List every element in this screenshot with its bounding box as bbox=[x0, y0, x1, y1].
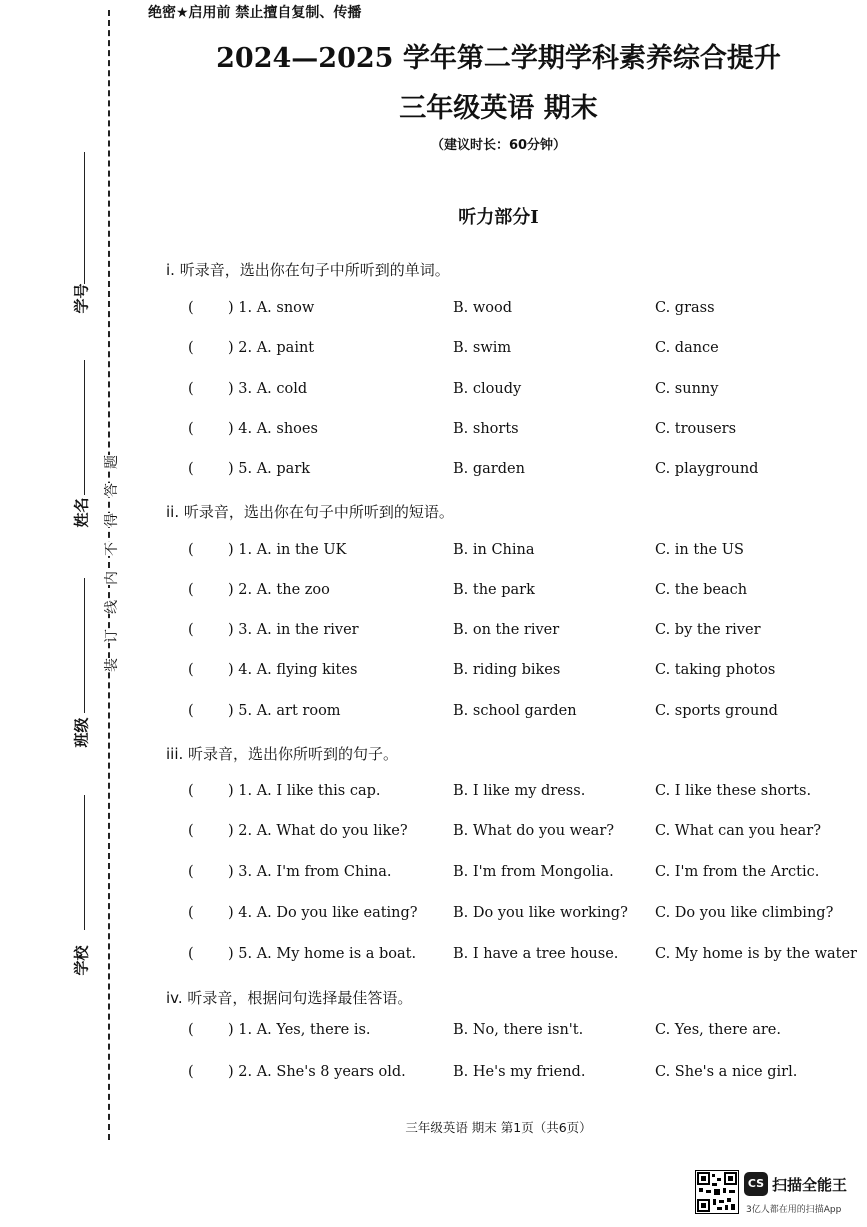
answer-paren[interactable]: ( bbox=[188, 946, 194, 962]
option-c: C. grass bbox=[655, 300, 715, 316]
question-row bbox=[188, 582, 838, 604]
option-b: B. Do you like working? bbox=[453, 905, 628, 921]
label-school: 学校 bbox=[72, 945, 91, 976]
option-a: ) 1. A. I like this cap. bbox=[228, 783, 381, 799]
option-a: ) 5. A. My home is a boat. bbox=[228, 946, 417, 962]
option-a: ) 4. A. flying kites bbox=[228, 662, 358, 678]
option-c: C. by the river bbox=[655, 622, 761, 638]
question-row bbox=[188, 946, 857, 968]
question-row bbox=[188, 461, 838, 483]
option-b: B. I like my dress. bbox=[453, 783, 586, 799]
page-footer: 三年级英语 期末 第1页（共6页） bbox=[405, 1120, 592, 1135]
answer-paren[interactable]: ( bbox=[188, 381, 194, 397]
option-b: B. garden bbox=[453, 461, 525, 477]
warning-char: 题 bbox=[99, 455, 123, 469]
option-c: C. Yes, there are. bbox=[655, 1022, 781, 1038]
answer-paren[interactable]: ( bbox=[188, 340, 194, 356]
label-class: 班级 bbox=[72, 717, 91, 748]
label-student-id: 学号 bbox=[72, 283, 91, 314]
section-heading: iii. 听录音，选出你所听到的句子。 bbox=[166, 745, 399, 763]
suggested-duration: （建议时长：60分钟） bbox=[430, 138, 567, 153]
answer-paren[interactable]: ( bbox=[188, 783, 194, 799]
option-b: B. cloudy bbox=[453, 381, 522, 397]
name-underline bbox=[84, 360, 85, 495]
option-c: C. taking photos bbox=[655, 662, 776, 678]
option-a: ) 1. A. Yes, there is. bbox=[228, 1022, 371, 1038]
warning-char: 内 bbox=[99, 571, 123, 585]
option-a: ) 5. A. art room bbox=[228, 703, 341, 719]
question-row bbox=[188, 542, 838, 564]
question-row bbox=[188, 300, 838, 322]
option-a: ) 2. A. She's 8 years old. bbox=[228, 1064, 406, 1080]
question-row bbox=[188, 622, 838, 644]
option-a: ) 3. A. cold bbox=[228, 381, 308, 397]
question-row bbox=[188, 864, 838, 886]
warning-char: 得 bbox=[99, 513, 123, 527]
option-c: C. What can you hear? bbox=[655, 823, 821, 839]
scanner-app-name: 扫描全能王 bbox=[772, 1176, 848, 1194]
option-b: B. wood bbox=[453, 300, 513, 316]
warning-char: 不 bbox=[99, 542, 123, 556]
option-a: ) 4. A. shoes bbox=[228, 421, 318, 437]
exam-subtitle: 三年级英语 期末 bbox=[399, 93, 598, 124]
option-a: ) 2. A. paint bbox=[228, 340, 315, 356]
section-heading: iv. 听录音，根据问句选择最佳答语。 bbox=[166, 989, 413, 1007]
answer-paren[interactable]: ( bbox=[188, 864, 194, 880]
option-a: ) 1. A. in the UK bbox=[228, 542, 347, 558]
question-row bbox=[188, 1064, 838, 1086]
option-c: C. playground bbox=[655, 461, 759, 477]
answer-paren[interactable]: ( bbox=[188, 703, 194, 719]
warning-char: 装 bbox=[99, 658, 123, 672]
answer-paren[interactable]: ( bbox=[188, 300, 194, 316]
option-c: C. sunny bbox=[655, 381, 719, 397]
option-a: ) 4. A. Do you like eating? bbox=[228, 905, 418, 921]
option-a: ) 2. A. the zoo bbox=[228, 582, 330, 598]
question-row bbox=[188, 340, 838, 362]
answer-paren[interactable]: ( bbox=[188, 461, 194, 477]
option-b: B. swim bbox=[453, 340, 512, 356]
option-a: ) 1. A. snow bbox=[228, 300, 315, 316]
question-row bbox=[188, 381, 838, 403]
option-c: C. My home is by the water bbox=[655, 946, 857, 962]
option-b: B. school garden bbox=[453, 703, 577, 719]
section-heading: ii. 听录音，选出你在句子中所听到的短语。 bbox=[166, 503, 454, 521]
option-c: C. I'm from the Arctic. bbox=[655, 864, 820, 880]
answer-paren[interactable]: ( bbox=[188, 905, 194, 921]
option-b: B. What do you wear? bbox=[453, 823, 615, 839]
school-underline bbox=[84, 795, 85, 930]
answer-paren[interactable]: ( bbox=[188, 1064, 194, 1080]
question-row bbox=[188, 783, 838, 805]
option-b: B. on the river bbox=[453, 622, 560, 638]
question-row bbox=[188, 662, 838, 684]
option-b: B. I'm from Mongolia. bbox=[453, 864, 614, 880]
part-title: 听力部分I bbox=[458, 207, 539, 228]
answer-paren[interactable]: ( bbox=[188, 1022, 194, 1038]
question-row bbox=[188, 905, 838, 927]
answer-paren[interactable]: ( bbox=[188, 582, 194, 598]
option-c: C. sports ground bbox=[655, 703, 778, 719]
section-heading: i. 听录音，选出你在句子中所听到的单词。 bbox=[166, 261, 450, 279]
option-c: C. the beach bbox=[655, 582, 748, 598]
warning-char: 答 bbox=[99, 483, 123, 497]
option-a: ) 3. A. in the river bbox=[228, 622, 359, 638]
option-b: B. riding bikes bbox=[453, 662, 561, 678]
option-a: ) 5. A. park bbox=[228, 461, 311, 477]
question-row bbox=[188, 703, 838, 725]
camscanner-logo-icon: CS bbox=[744, 1172, 768, 1196]
scanner-tagline: 3亿人都在用的扫描App bbox=[746, 1205, 842, 1215]
exam-title: 2024—2025 学年第二学期学科素养综合提升 bbox=[216, 43, 781, 74]
option-b: B. shorts bbox=[453, 421, 519, 437]
answer-paren[interactable]: ( bbox=[188, 542, 194, 558]
option-b: B. the park bbox=[453, 582, 535, 598]
warning-char: 订 bbox=[99, 629, 123, 643]
option-c: C. in the US bbox=[655, 542, 744, 558]
answer-paren[interactable]: ( bbox=[188, 622, 194, 638]
warning-char: 线 bbox=[99, 600, 123, 614]
option-b: B. He's my friend. bbox=[453, 1064, 586, 1080]
question-row bbox=[188, 421, 838, 443]
option-c: C. I like these shorts. bbox=[655, 783, 812, 799]
option-c: C. dance bbox=[655, 340, 719, 356]
option-c: C. She's a nice girl. bbox=[655, 1064, 798, 1080]
answer-paren[interactable]: ( bbox=[188, 421, 194, 437]
answer-paren[interactable]: ( bbox=[188, 662, 194, 678]
answer-paren[interactable]: ( bbox=[188, 823, 194, 839]
secret-notice: 绝密★启用前 禁止擅自复制、传播 bbox=[148, 5, 362, 21]
option-a: ) 2. A. What do you like? bbox=[228, 823, 408, 839]
qr-code-icon bbox=[695, 1170, 739, 1214]
option-c: C. trousers bbox=[655, 421, 737, 437]
option-b: B. in China bbox=[453, 542, 535, 558]
option-b: B. No, there isn't. bbox=[453, 1022, 584, 1038]
class-underline bbox=[84, 578, 85, 713]
question-row bbox=[188, 1022, 838, 1044]
option-a: ) 3. A. I'm from China. bbox=[228, 864, 392, 880]
option-c: C. Do you like climbing? bbox=[655, 905, 834, 921]
question-row bbox=[188, 823, 838, 845]
option-b: B. I have a tree house. bbox=[453, 946, 619, 962]
label-name: 姓名 bbox=[72, 497, 91, 528]
